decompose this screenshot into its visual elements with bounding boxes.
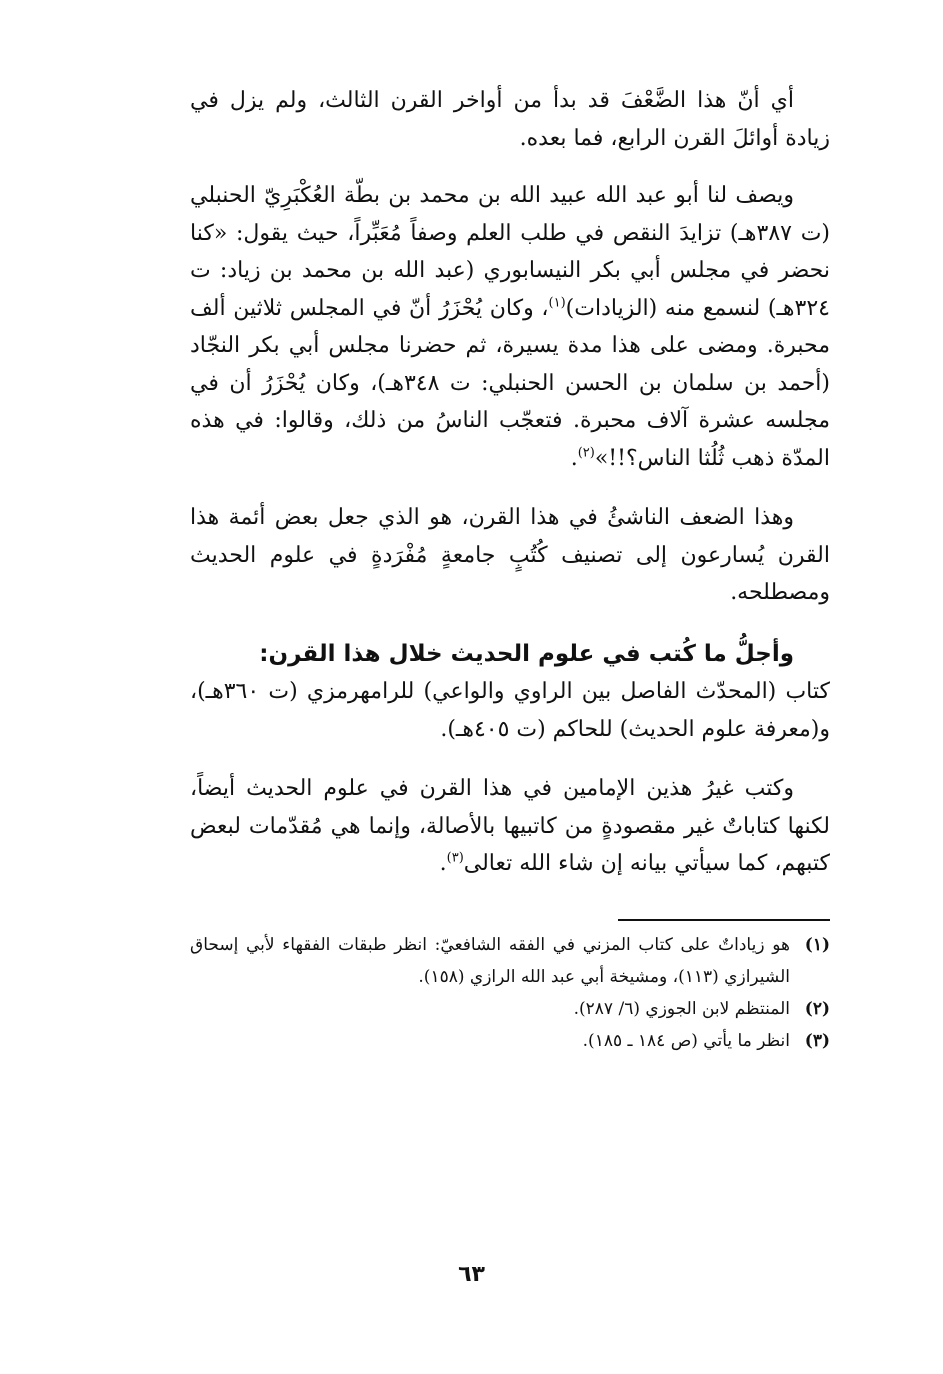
footnote-ref-2[interactable]: (٢) xyxy=(577,445,595,461)
paragraph-2-text: ويصف لنا أبو عبد الله عبيد الله بن محمد بن بطّة العُكْبَرِيّ الحنبلي (ت ٣٨٧هـ) تزايدَ النقص في طلب العلم وصفاً مُعَبِّراً، حيث يقول: «كنا نحضر في مجلس أبي بكر النيسابوري (عبد الله بن محمد بن زياد: ت ٣٢٤هـ) لنسمع منه (الزيادات) xyxy=(190,183,830,321)
page-body xyxy=(190,82,830,1057)
paragraph-4: كتاب (المحدّث الفاصل بين الراوي والواعي) للرامهرمزي (ت ٣٦٠هـ)، و(معرفة علوم الحديث) للحاكم (ت ٤٠٥هـ). xyxy=(190,679,830,742)
footnote-1 xyxy=(190,929,830,993)
footnote-separator xyxy=(618,919,830,921)
paragraph-5-end: . xyxy=(439,851,447,876)
footnote-3 xyxy=(190,1025,830,1057)
footnote-separator-wrap xyxy=(190,919,830,921)
footnote-ref-1[interactable]: (١) xyxy=(548,295,566,311)
footnote-number: (٢) xyxy=(804,998,830,1019)
paragraph-2-end: . xyxy=(570,445,578,471)
footnote-2 xyxy=(190,993,830,1025)
paragraph-2 xyxy=(190,177,830,477)
footnote-ref-3[interactable]: (٣) xyxy=(446,850,464,866)
footnote-text: انظر ما يأتي (ص ١٨٤ ـ ١٨٥). xyxy=(582,1030,790,1051)
paragraph-5-text: وكتب غيرُ هذين الإمامين في هذا القرن في علوم الحديث أيضاً، لكنها كتاباتٌ غير مقصودةٍ من كاتبيها بالأصالة، وإنما هي مُقدّمات لبعض كتبهم، كما سيأتي بيانه إن شاء الله تعالى xyxy=(190,776,830,876)
page-number: ٦٣ xyxy=(458,1262,485,1287)
paragraph-5 xyxy=(190,770,830,883)
footnotes xyxy=(190,929,830,1057)
footnote-text: هو زياداتٌ على كتاب المزني في الفقه الشافعيّ: انظر طبقات الفقهاء لأبي إسحاق الشيرازي (١١٣)، ومشيخة أبي عبد الله الرازي (١٥٨). xyxy=(190,934,790,987)
paragraph-2-continuation: ، وكان يُحْزَرُ أنّ في المجلس ثلاثين ألف محبرة. ومضى على هذا مدة يسيرة، ثم حضرنا مجلس أبي بكر النجّاد (أحمد بن سلمان بن الحسن الحنبلي: ت ٣٤٨هـ)، وكان يُحْزَرُ أن في مجلسه عشرة آلاف محبرة. فتعجّب الناسُ من ذلك، وقالوا: في هذه المدّة ذهب ثُلُثا الناس؟!!» xyxy=(190,295,830,471)
footnote-number: (٣) xyxy=(804,1030,830,1051)
paragraph-3-text: وهذا الضعف الناشئُ في هذا القرن، هو الذي جعل بعض أئمة هذا القرن يُسارعون إلى تصنيف كُتُبٍ جامعةٍ مُفْرَدةٍ في علوم الحديث ومصطلحه. xyxy=(190,505,830,605)
paragraph-3 xyxy=(190,499,830,612)
footnote-number: (١) xyxy=(804,934,830,955)
section-block xyxy=(190,636,830,749)
paragraph-1 xyxy=(190,82,830,157)
paragraph-1-text: أي أنّ هذا الضَّعْفَ قد بدأ من أواخر القرن الثالث، ولم يزل في زيادة أوائلَ القرن الرابع، فما بعده. xyxy=(190,88,830,151)
section-heading: وأجلُّ ما كُتب في علوم الحديث خلال هذا القرن: xyxy=(259,640,794,667)
footnote-text: المنتظم لابن الجوزي (٦/ ٢٨٧). xyxy=(573,998,790,1019)
